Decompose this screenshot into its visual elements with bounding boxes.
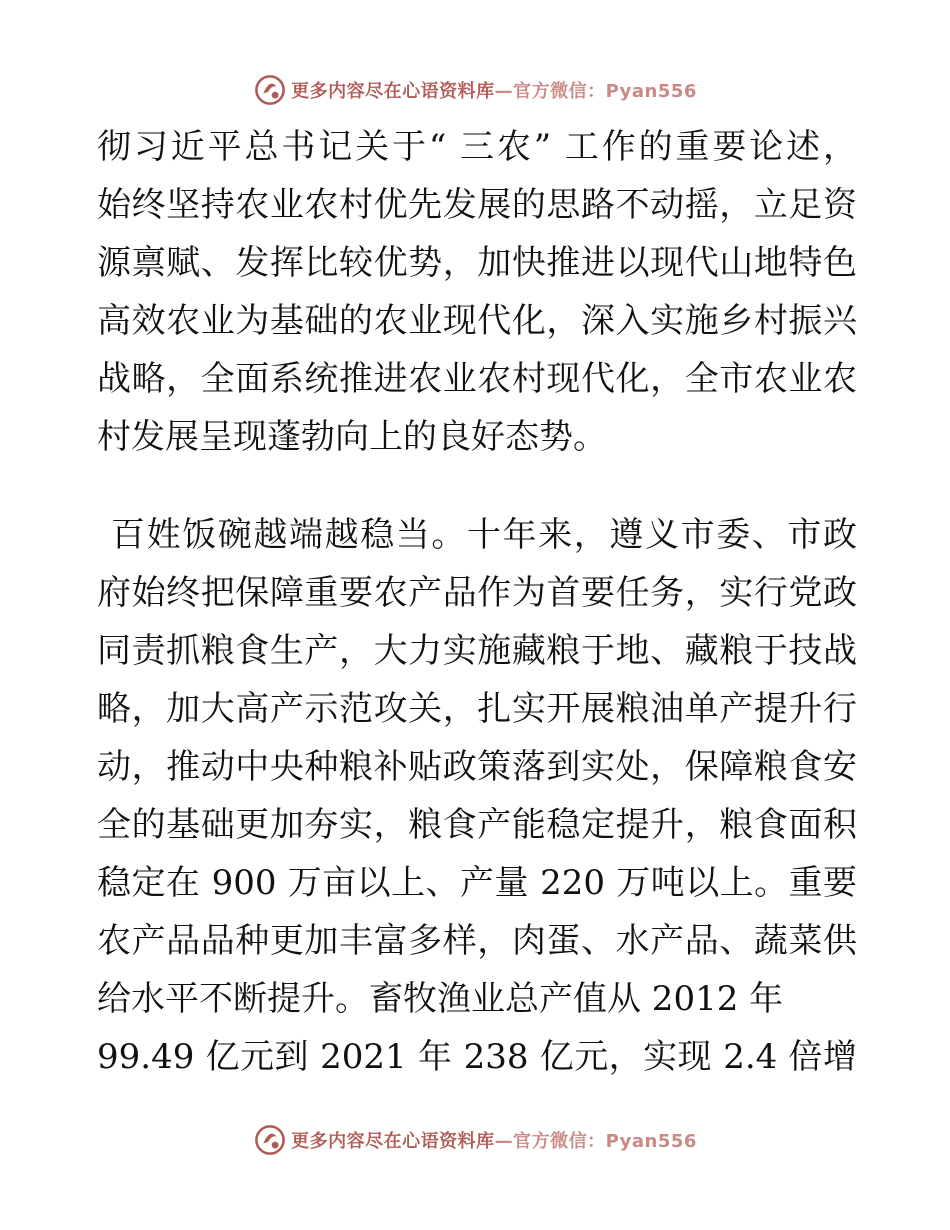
text-line: 99.49 亿元到 2021 年 238 亿元，实现 2.4 倍增 [97, 1037, 857, 1077]
paragraph-2 [97, 506, 857, 1086]
text-line: 略，加大高产示范攻关，扎实开展粮油单产提升行 [97, 689, 857, 729]
text-line: 农产品品种更加丰富多样，肉蛋、水产品、蔬菜供 [97, 921, 857, 961]
footer-watermark [0, 1120, 950, 1160]
text-line: 府始终把保障重要农产品作为首要任务，实行党政 [97, 573, 857, 613]
flower-logo-icon [253, 73, 287, 107]
text-line: 动，推动中央种粮补贴政策落到实处，保障粮食安 [97, 747, 857, 787]
paragraph-gap [97, 466, 857, 506]
text-line: 高效农业为基础的农业现代化，深入实施乡村振兴 [97, 301, 857, 341]
text-line: 百姓饭碗越端越稳当。十年来，遵义市委、市政 [111, 515, 857, 555]
header-watermark [0, 70, 950, 110]
text-line: 始终坚持农业农村优先发展的思路不动摇，立足资 [97, 185, 857, 225]
watermark-contact-text: —官方微信：Pyan556 [494, 81, 697, 102]
flower-logo-icon [253, 1123, 287, 1157]
watermark-main-text: 更多内容尽在心语资料库 [291, 1131, 495, 1152]
text-line: 全的基础更加夯实，粮食产能稳定提升，粮食面积 [97, 805, 857, 845]
text-line: 同责抓粮食生产，大力实施藏粮于地、藏粮于技战 [97, 631, 857, 671]
document-body [97, 118, 857, 1086]
text-line: 彻习近平总书记关于“ 三农” 工作的重要论述， [97, 127, 857, 167]
watermark-contact-text: —官方微信：Pyan556 [494, 1131, 697, 1152]
text-line: 源禀赋、发挥比较优势，加快推进以现代山地特色 [97, 243, 857, 283]
text-line: 给水平不断提升。畜牧渔业总产值从 2012 年 [97, 979, 784, 1019]
paragraph-1 [97, 118, 857, 466]
watermark-main-text: 更多内容尽在心语资料库 [291, 81, 495, 102]
text-line: 稳定在 900 万亩以上、产量 220 万吨以上。重要 [97, 863, 857, 903]
text-line: 村发展呈现蓬勃向上的良好态势。 [97, 417, 607, 457]
text-line: 战略，全面系统推进农业农村现代化，全市农业农 [97, 359, 857, 399]
